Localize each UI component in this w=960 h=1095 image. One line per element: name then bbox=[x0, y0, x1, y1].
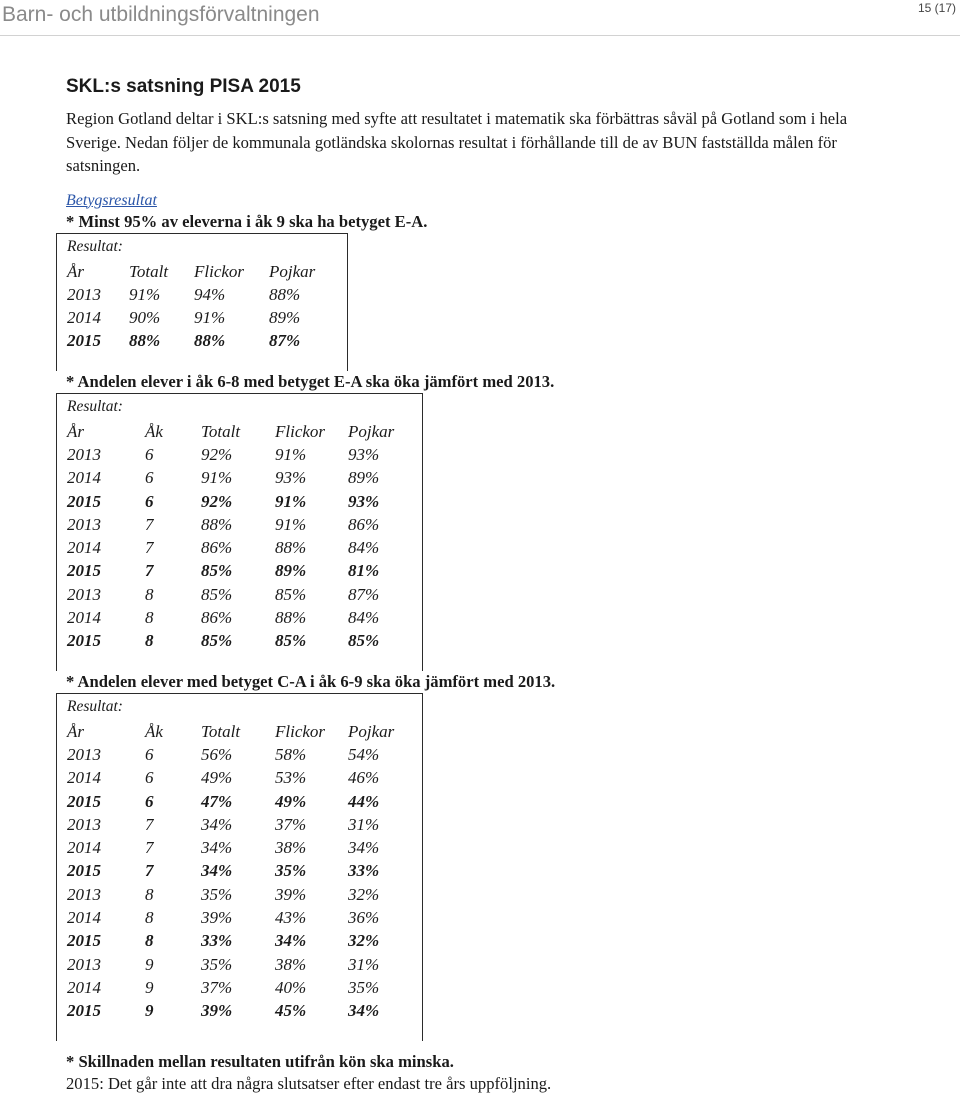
table-cell: 39% bbox=[201, 908, 233, 928]
table-row bbox=[67, 743, 422, 766]
result-table bbox=[56, 393, 423, 671]
header-cell: År bbox=[67, 261, 84, 281]
header-cell: Pojkar bbox=[348, 721, 395, 741]
table-cell: 9 bbox=[145, 977, 154, 997]
table-cell: 92% bbox=[201, 444, 233, 464]
table-row bbox=[67, 466, 422, 489]
header-cell: Pojkar bbox=[269, 261, 316, 281]
table-cell: 88% bbox=[269, 284, 301, 304]
table-row bbox=[67, 883, 422, 906]
table-cell: 2014 bbox=[67, 768, 101, 788]
table-cell: 49% bbox=[275, 791, 307, 811]
table-cell: 93% bbox=[275, 468, 307, 488]
table-row bbox=[67, 490, 422, 513]
table-cell: 34% bbox=[348, 1001, 380, 1021]
table-cell: 2014 bbox=[67, 468, 101, 488]
table-cell: 88% bbox=[129, 331, 161, 351]
table-cell: 2014 bbox=[67, 977, 101, 997]
table-cell: 6 bbox=[145, 791, 154, 811]
table-cell: 89% bbox=[269, 308, 301, 328]
header-cell: Flickor bbox=[194, 261, 245, 281]
result-table bbox=[56, 693, 423, 1041]
table-cell: 7 bbox=[145, 514, 154, 534]
table-row bbox=[67, 306, 347, 329]
goal-heading: * Minst 95% av eleverna i åk 9 ska ha betyget E-A. bbox=[66, 211, 428, 231]
table-cell: 2015 bbox=[67, 561, 101, 581]
intro-paragraph: Region Gotland deltar i SKL:s satsning med syfte att resultatet i matematik ska förbättras såväl på Gotland som i hela Sverige. Nedan följer de kommunala gotländska skolornas resultat i förhållande till de av BUN fastställda målen för satsningen. bbox=[66, 109, 848, 175]
table-cell: 2013 bbox=[67, 584, 101, 604]
table-row bbox=[67, 953, 422, 976]
table-cell: 31% bbox=[348, 954, 380, 974]
table-cell: 35% bbox=[201, 954, 233, 974]
table-cell: 2013 bbox=[67, 954, 101, 974]
header-cell: Totalt bbox=[201, 421, 241, 441]
table-cell: 88% bbox=[275, 608, 307, 628]
subheading-link[interactable]: Betygsresultat bbox=[66, 191, 157, 209]
table-header-row bbox=[67, 420, 422, 443]
table-header-row bbox=[67, 260, 347, 283]
table-cell: 2015 bbox=[67, 491, 101, 511]
section-title: SKL:s satsning PISA 2015 bbox=[66, 76, 301, 97]
header-cell: Totalt bbox=[129, 261, 169, 281]
table-cell: 7 bbox=[145, 538, 154, 558]
table-cell: 85% bbox=[201, 584, 233, 604]
table-header-row bbox=[67, 720, 422, 743]
table-cell: 90% bbox=[129, 308, 161, 328]
goal-heading: * Andelen elever med betyget C-A i åk 6-9 ska öka jämfört med 2013. bbox=[66, 671, 556, 691]
table-cell: 33% bbox=[348, 861, 380, 881]
table-cell: 9 bbox=[145, 1001, 154, 1021]
table-cell: 38% bbox=[275, 838, 307, 858]
header-cell: År bbox=[67, 721, 84, 741]
table-row bbox=[67, 329, 347, 352]
header-cell: Pojkar bbox=[348, 421, 395, 441]
header-cell: Åk bbox=[145, 721, 163, 741]
table-cell: 81% bbox=[348, 561, 380, 581]
table-cell: 53% bbox=[275, 768, 307, 788]
table-cell: 7 bbox=[145, 814, 154, 834]
table-cell: 43% bbox=[275, 908, 307, 928]
table-row bbox=[67, 536, 422, 559]
table-row bbox=[67, 976, 422, 999]
table-row bbox=[67, 443, 422, 466]
result-label: Resultat: bbox=[67, 697, 123, 715]
table-cell: 85% bbox=[275, 584, 307, 604]
table-cell: 33% bbox=[201, 931, 233, 951]
table-row bbox=[67, 583, 422, 606]
table-cell: 34% bbox=[348, 838, 380, 858]
table-cell: 39% bbox=[275, 884, 307, 904]
table-cell: 8 bbox=[145, 631, 154, 651]
table-cell: 2013 bbox=[67, 514, 101, 534]
table-cell: 49% bbox=[201, 768, 233, 788]
table-cell: 58% bbox=[275, 744, 307, 764]
table-cell: 2014 bbox=[67, 538, 101, 558]
table-cell: 92% bbox=[201, 491, 233, 511]
table-cell: 86% bbox=[348, 514, 380, 534]
table-cell: 7 bbox=[145, 861, 154, 881]
table-cell: 32% bbox=[348, 884, 380, 904]
table-cell: 40% bbox=[275, 977, 307, 997]
table-cell: 39% bbox=[201, 1001, 233, 1021]
table-cell: 89% bbox=[275, 561, 307, 581]
table-cell: 34% bbox=[201, 814, 233, 834]
result-label: Resultat: bbox=[67, 397, 123, 415]
table-cell: 85% bbox=[275, 631, 307, 651]
result-label: Resultat: bbox=[67, 237, 123, 255]
table-cell: 35% bbox=[201, 884, 233, 904]
table-cell: 2014 bbox=[67, 908, 101, 928]
table-cell: 87% bbox=[269, 331, 301, 351]
table-cell: 6 bbox=[145, 468, 154, 488]
table-cell: 37% bbox=[201, 977, 233, 997]
table-cell: 35% bbox=[275, 861, 307, 881]
table-cell: 2014 bbox=[67, 838, 101, 858]
header-divider bbox=[0, 35, 960, 36]
table-row bbox=[67, 836, 422, 859]
table-cell: 8 bbox=[145, 884, 154, 904]
table-cell: 88% bbox=[201, 514, 233, 534]
table-cell: 6 bbox=[145, 444, 154, 464]
footer-note: 2015: Det går inte att dra några slutsatser efter endast tre års uppföljning. bbox=[66, 1073, 552, 1093]
table-cell: 87% bbox=[348, 584, 380, 604]
table-row bbox=[67, 283, 347, 306]
table-cell: 88% bbox=[275, 538, 307, 558]
table-cell: 47% bbox=[201, 791, 233, 811]
goal-heading: * Andelen elever i åk 6-8 med betyget E-A ska öka jämfört med 2013. bbox=[66, 371, 555, 391]
table-row bbox=[67, 559, 422, 582]
table-cell: 8 bbox=[145, 608, 154, 628]
table-cell: 91% bbox=[194, 308, 226, 328]
table-row bbox=[67, 606, 422, 629]
table-cell: 34% bbox=[275, 931, 307, 951]
table-row bbox=[67, 629, 422, 652]
table-row bbox=[67, 929, 422, 952]
table-cell: 8 bbox=[145, 908, 154, 928]
table-cell: 91% bbox=[201, 468, 233, 488]
table-cell: 8 bbox=[145, 584, 154, 604]
table-cell: 86% bbox=[201, 608, 233, 628]
table-cell: 84% bbox=[348, 538, 380, 558]
table-cell: 85% bbox=[201, 561, 233, 581]
main-content bbox=[66, 76, 946, 1095]
table-cell: 84% bbox=[348, 608, 380, 628]
table-cell: 44% bbox=[348, 791, 380, 811]
table-cell: 91% bbox=[275, 444, 307, 464]
page-number: 15 (17) bbox=[917, 1, 956, 15]
table-row bbox=[67, 906, 422, 929]
table-cell: 86% bbox=[201, 538, 233, 558]
table-cell: 91% bbox=[129, 284, 161, 304]
header-organization: Barn- och utbildningsförvaltningen bbox=[2, 3, 320, 26]
table-cell: 32% bbox=[348, 931, 380, 951]
table-cell: 54% bbox=[348, 744, 380, 764]
table-cell: 93% bbox=[348, 491, 380, 511]
table-cell: 9 bbox=[145, 954, 154, 974]
table-row bbox=[67, 766, 422, 789]
table-cell: 89% bbox=[348, 468, 380, 488]
table-cell: 2015 bbox=[67, 861, 101, 881]
table-cell: 34% bbox=[201, 838, 233, 858]
table-cell: 6 bbox=[145, 744, 154, 764]
table-cell: 6 bbox=[145, 768, 154, 788]
table-cell: 91% bbox=[275, 514, 307, 534]
table-cell: 8 bbox=[145, 931, 154, 951]
table-cell: 6 bbox=[145, 491, 154, 511]
result-table bbox=[56, 233, 348, 371]
table-cell: 46% bbox=[348, 768, 380, 788]
header-cell: Flickor bbox=[275, 721, 326, 741]
header-cell: Åk bbox=[145, 421, 163, 441]
table-cell: 2015 bbox=[67, 1001, 101, 1021]
table-cell: 2015 bbox=[67, 791, 101, 811]
table-cell: 2015 bbox=[67, 631, 101, 651]
table-cell: 2014 bbox=[67, 308, 101, 328]
table-row bbox=[67, 859, 422, 882]
table-cell: 34% bbox=[201, 861, 233, 881]
table-cell: 94% bbox=[194, 284, 226, 304]
table-row bbox=[67, 513, 422, 536]
table-cell: 35% bbox=[348, 977, 380, 997]
table-row bbox=[67, 813, 422, 836]
header-cell: År bbox=[67, 421, 84, 441]
table-cell: 37% bbox=[275, 814, 307, 834]
goal-heading: * Skillnaden mellan resultaten utifrån kön ska minska. bbox=[66, 1051, 454, 1071]
table-cell: 2013 bbox=[67, 814, 101, 834]
table-cell: 56% bbox=[201, 744, 233, 764]
table-cell: 7 bbox=[145, 838, 154, 858]
table-cell: 93% bbox=[348, 444, 380, 464]
table-cell: 85% bbox=[201, 631, 233, 651]
table-cell: 2015 bbox=[67, 331, 101, 351]
table-row bbox=[67, 790, 422, 813]
table-cell: 91% bbox=[275, 491, 307, 511]
table-cell: 2013 bbox=[67, 444, 101, 464]
table-cell: 88% bbox=[194, 331, 226, 351]
table-cell: 7 bbox=[145, 561, 154, 581]
table-cell: 2013 bbox=[67, 744, 101, 764]
table-cell: 2013 bbox=[67, 884, 101, 904]
header-cell: Flickor bbox=[275, 421, 326, 441]
table-cell: 2015 bbox=[67, 931, 101, 951]
table-cell: 2013 bbox=[67, 284, 101, 304]
table-row bbox=[67, 999, 422, 1022]
table-cell: 36% bbox=[348, 908, 380, 928]
table-cell: 31% bbox=[348, 814, 380, 834]
table-cell: 38% bbox=[275, 954, 307, 974]
table-cell: 85% bbox=[348, 631, 380, 651]
table-cell: 45% bbox=[275, 1001, 307, 1021]
table-cell: 2014 bbox=[67, 608, 101, 628]
header-cell: Totalt bbox=[201, 721, 241, 741]
